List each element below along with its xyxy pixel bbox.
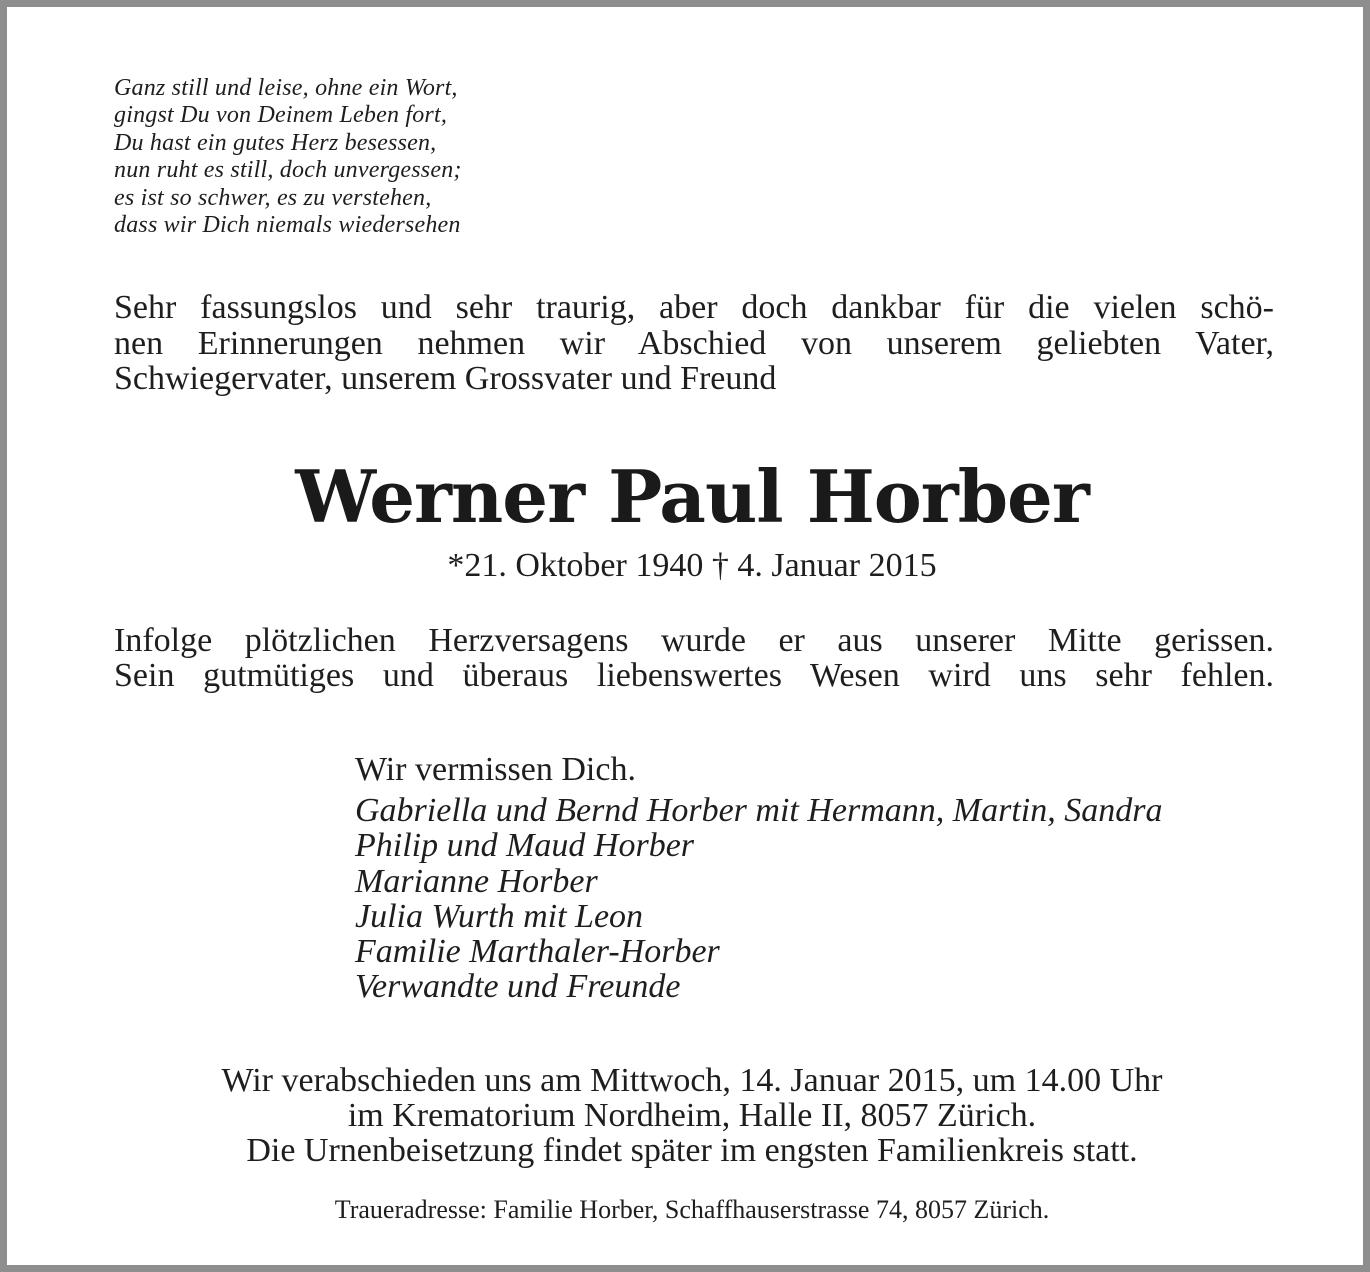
cause-paragraph (114, 623, 1274, 693)
miss-you-line: Wir vermissen Dich. (355, 751, 636, 788)
ceremony-line: Wir verabschieden uns am Mittwoch, 14. Januar 2015, um 14.00 Uhr (221, 1062, 1163, 1099)
poem-line: Ganz still und leise, ohne ein Wort, (114, 75, 458, 101)
mourner-entry: Marianne Horber (355, 862, 598, 900)
mourner-entry: Gabriella und Bernd Horber mit Hermann, Martin, Sandra (355, 792, 1163, 829)
deceased-name: Werner Paul Horber (295, 454, 1089, 539)
poem-line: gingst Du von Deinem Leben fort, (114, 102, 448, 129)
intro-line: nen Erinnerungen nehmen wir Abschied von unserem geliebten Vater, (114, 324, 1274, 362)
ceremony-info (7, 1063, 1370, 1168)
memorial-poem (114, 75, 462, 239)
poem-line: es ist so schwer, es zu verstehen, (114, 184, 432, 211)
cause-line: Sein gutmütiges und überaus liebenswertes Wesen wird uns sehr fehlen. (114, 657, 1274, 694)
mourner-entry: Philip und Maud Horber (355, 827, 695, 865)
life-dates: *21. Oktober 1940 † 4. Januar 2015 (447, 547, 937, 584)
ceremony-line: Die Urnenbeisetzung findet später im engsten Familienkreis statt. (246, 1132, 1138, 1169)
intro-paragraph (114, 290, 1274, 397)
mourner-entry: Familie Marthaler-Horber (355, 933, 720, 971)
mourner-entry: Julia Wurth mit Leon (355, 897, 644, 935)
cause-line: Infolge plötzlichen Herzversagens wurde er aus unserer Mitte gerissen. (114, 622, 1274, 659)
poem-line: nun ruht es still, doch unvergessen; (114, 157, 462, 184)
intro-line: Sehr fassungslos und sehr traurig, aber doch dankbar für die vielen schö- (114, 289, 1274, 326)
poem-line: dass wir Dich niemals wiedersehen (114, 212, 461, 239)
mourner-entry: Verwandte und Freunde (355, 968, 681, 1006)
poem-line: Du hast ein gutes Herz besessen, (114, 129, 437, 156)
mourners-list (355, 793, 1162, 1005)
ceremony-line: im Krematorium Nordheim, Halle II, 8057 Zürich. (347, 1097, 1037, 1134)
intro-line: Schwiegervater, unserem Grossvater und Freund (114, 360, 777, 397)
mourning-address: Traueradresse: Familie Horber, Schaffhauserstrasse 74, 8057 Zürich. (334, 1195, 1050, 1224)
